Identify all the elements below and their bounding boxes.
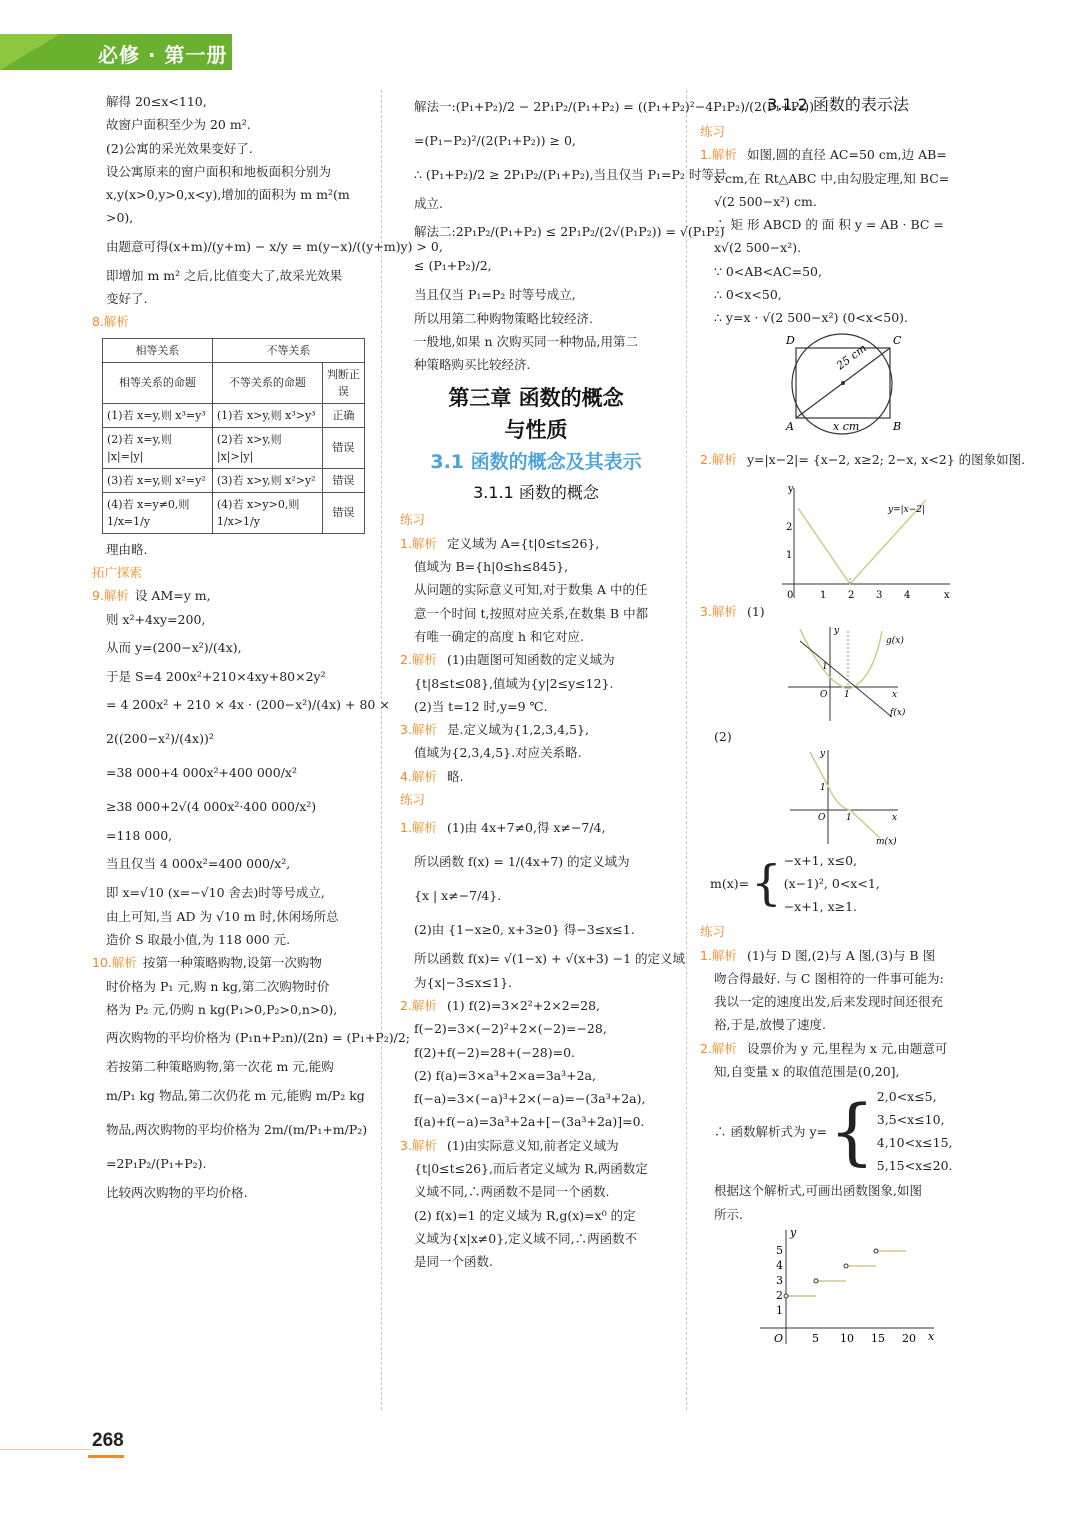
text-line: (1) f(2)=3×2²+2×2=28,: [446, 997, 601, 1013]
section-title: 3.1 函数的概念及其表示: [430, 451, 642, 474]
text-line: 即 x=√10 (x=−√10 舍去)时等号成立,: [106, 885, 325, 901]
y-tick-label: 2: [786, 521, 793, 533]
q10-label: 10.解析: [92, 955, 137, 971]
table-header: 不等关系: [212, 338, 364, 362]
brace-icon: {: [828, 1089, 875, 1174]
q9-label: 9.解析: [92, 588, 129, 604]
center-point: [841, 381, 845, 385]
text-line: 成立.: [414, 196, 443, 211]
tick-label: 1: [844, 689, 850, 700]
text-line: 设公寓原来的窗户面积和地板面积分别为: [106, 163, 332, 179]
text-line: 当且仅当 P₁=P₂ 时等号成立,: [414, 287, 576, 303]
text-line: 比较两次购物的平均价格.: [106, 1184, 248, 1200]
circle-rectangle-figure: [700, 330, 976, 440]
axis-label: y: [820, 749, 826, 760]
e2-label: 2.解析: [400, 997, 437, 1013]
column-divider: [381, 90, 382, 1410]
axis-label: y: [834, 625, 840, 636]
text-line: 为{x|−3≤x≤1}.: [414, 974, 513, 990]
text-line: ∴ 函数解析式为 y=: [714, 1123, 827, 1139]
x-tick-label: 15: [871, 1331, 885, 1345]
axis-label: y: [790, 1225, 797, 1239]
origin-label: O: [820, 689, 828, 700]
text-line: 两次购物的平均价格为 (P₁n+P₂n)/(2n) = (P₁+P₂)/2;: [106, 1030, 410, 1046]
p3-label: 3.解析: [400, 722, 437, 738]
table-cell: (2)若 x>y,则 |x|>|y|: [212, 427, 322, 468]
text-line: 意一个时间 t,按照对应关系,在数集 B 中都: [414, 605, 649, 621]
chapter-title: 与性质: [504, 418, 568, 443]
p2-label: 2.解析: [700, 451, 737, 467]
chapter-title: 第三章 函数的概念: [448, 386, 624, 411]
abs-value-graph: [700, 480, 976, 600]
page-number-underline: [88, 1455, 124, 1458]
text-line: 于是 S=4 200x²+210×4xy+80×2y²: [106, 668, 326, 684]
curve-label: f(x): [890, 707, 906, 718]
graph-title: y=|x−2|: [888, 504, 926, 515]
text-line: f(−a)=3×(−a)³+2×(−a)=−(3a³+2a),: [414, 1091, 646, 1107]
text-line: f(−2)=3×(−2)²+2×(−2)=−28,: [414, 1021, 607, 1037]
text-line: =118 000,: [106, 828, 173, 844]
header-banner: [0, 34, 232, 70]
text-line: {t|0≤t≤26},而后者定义域为 R,两函数定: [414, 1161, 648, 1177]
text-line: (1)由实际意义知,前者定义域为: [446, 1137, 619, 1153]
e3-label: 3.解析: [400, 1137, 437, 1153]
text-line: −x+1, x≤0,: [783, 852, 858, 868]
curve-label: g(x): [886, 635, 904, 646]
e1-label: 1.解析: [400, 820, 437, 836]
text-line: (2) f(a)=3×a³+2×a=3a³+2a,: [414, 1067, 596, 1083]
open-point: [844, 1264, 848, 1268]
p1-label: 1.解析: [700, 147, 737, 163]
section-label: 拓广探索: [92, 564, 143, 580]
text-line: x,y(x>0,y>0,x<y),增加的面积为 m m²(m: [106, 187, 350, 203]
m-curve: [810, 752, 880, 838]
text-line: 则 x²+4xy=200,: [106, 611, 206, 627]
text-line: 知,自变量 x 的取值范围是(0,20],: [714, 1064, 900, 1080]
text-line: 吻合得最好. 与 C 图相符的一件事可能为:: [714, 970, 944, 986]
table-cell: (1)若 x=y,则 x³=y³: [103, 403, 213, 427]
table-cell: (3)若 x=y,则 x²=y²: [103, 468, 213, 492]
axis-label: y: [788, 483, 794, 495]
brace-icon: {: [751, 855, 782, 912]
table-cell: (4)若 x>y>0,则 1/x>1/y: [212, 492, 322, 533]
text-line: 4,10<x≤15,: [876, 1135, 953, 1151]
text-line: 理由略.: [106, 541, 148, 557]
step-function-graph: [700, 1226, 976, 1346]
practice-label: 练习: [400, 512, 426, 528]
text-line: 当且仅当 4 000x²=400 000/x²,: [106, 856, 291, 872]
y-tick-label: 1: [786, 549, 793, 561]
text-line: 2,0<x≤5,: [876, 1089, 937, 1105]
text-line: 所以函数 f(x)= √(1−x) + √(x+3) −1 的定义域: [414, 951, 686, 967]
x-tick-label: 5: [812, 1331, 819, 1345]
g-curve: [800, 629, 882, 689]
text-line: x√(2 500−x²).: [714, 240, 802, 256]
curve-label: m(x): [876, 837, 897, 848]
text-line: 故窗户面积至少为 20 m².: [106, 117, 251, 133]
e2-label: 2.解析: [700, 1040, 737, 1056]
text-line: 若按第二种策略购物,第一次花 m 元,能购: [106, 1059, 334, 1075]
text-line: 时价格为 P₁ 元,购 n kg,第二次购物时价: [106, 978, 330, 994]
practice-label: 练习: [700, 124, 726, 139]
text-line: (2): [714, 728, 732, 744]
text-line: 值域为{2,3,4,5}.对应关系略.: [414, 745, 582, 761]
column-divider: [686, 90, 687, 1410]
open-point: [814, 1279, 818, 1283]
table-cell: (4)若 x=y≠0,则 1/x=1/y: [103, 492, 213, 533]
text-line: 所以用第二种购物策略比较经济.: [414, 310, 593, 326]
vertex-label: A: [786, 419, 794, 433]
text-line: f(a)+f(−a)=3a³+2a+[−(3a³+2a)]=0.: [414, 1114, 645, 1130]
text-line: =(P₁−P₂)²/(2(P₁+P₂)) ≥ 0,: [414, 133, 576, 148]
subsection-title: 3.1.1 函数的概念: [473, 483, 599, 503]
text-line: 从问题的实际意义可知,对于数集 A 中的任: [414, 582, 648, 598]
f-line: [800, 641, 892, 717]
page-number: 268: [92, 1430, 124, 1451]
text-line: 造价 S 取最小值,为 118 000 元.: [106, 932, 291, 948]
text-line: (1)由 4x+7≠0,得 x≠−7/4,: [446, 820, 606, 836]
table-cell: 正确: [322, 403, 364, 427]
text-line: 解得 20≤x<110,: [106, 94, 207, 109]
text-line: 如图,圆的直径 AC=50 cm,边 AB=: [746, 147, 947, 163]
text-line: =2P₁P₂/(P₁+P₂).: [106, 1155, 207, 1171]
text-line: 按第一种策略购物,设第一次购物: [142, 955, 322, 971]
e1-label: 1.解析: [700, 947, 737, 963]
column-right: [700, 90, 1026, 1346]
base-label: x cm: [833, 419, 860, 433]
origin-label: O: [774, 1331, 784, 1345]
text-line: ∴ y=x · √(2 500−x²) (0<x<50).: [714, 310, 909, 326]
text-line: 由题意可得(x+m)/(y+m) − x/y = m(y−x)/((y+m)y) > 0,: [106, 238, 443, 254]
x-tick-label: 20: [902, 1331, 916, 1345]
text-line: ≤ (P₁+P₂)/2,: [414, 258, 492, 274]
text-line: (1)与 D 图,(2)与 A 图,(3)与 B 图: [746, 947, 936, 963]
fg-graph: [700, 623, 976, 725]
text-line: ≥38 000+2√(4 000x²·400 000/x²): [106, 799, 317, 815]
text-line: 义域不同,∴两函数不是同一个函数.: [414, 1184, 610, 1200]
axis-label: x: [944, 589, 950, 601]
text-line: 物品,两次购物的平均价格为 2m/(m/P₁+m/P₂): [106, 1121, 368, 1137]
y-tick-label: 4: [776, 1258, 783, 1272]
table-header: 判断正误: [322, 362, 364, 403]
text-line: =38 000+4 000x²+400 000/x²: [106, 765, 297, 781]
text-line: 从而 y=(200−x²)/(4x),: [106, 639, 242, 655]
text-line: 是.定义域为{1,2,3,4,5},: [446, 722, 589, 738]
text-line: (1)由题图可知函数的定义域为: [446, 652, 615, 668]
q8-label: 8.解析: [92, 314, 129, 330]
text-line: 义域为{x|x≠0},定义域不同,∴两函数不: [414, 1230, 638, 1246]
x-tick-label: 10: [840, 1331, 854, 1345]
table-cell: 错误: [322, 492, 364, 533]
text-line: ∴ (P₁+P₂)/2 ≥ 2P₁P₂/(P₁+P₂),当且仅当 P₁=P₂ 时等号: [414, 167, 727, 182]
text-line: 解法一:(P₁+P₂)/2 − 2P₁P₂/(P₁+P₂) = ((P₁+P₂)²−4P₁P₂)/(2(P₁+P₂)): [414, 99, 814, 114]
text-line: y=|x−2|= {x−2, x≥2; 2−x, x<2} 的图象如图.: [746, 451, 1026, 467]
practice-label: 练习: [400, 792, 426, 808]
text-line: (2)由 {1−x≥0, x+3≥0} 得−3≤x≤1.: [414, 922, 635, 938]
text-line: √(2 500−x²) cm.: [714, 193, 817, 209]
text-line: 略.: [446, 768, 464, 784]
text-line: 设 AM=y m,: [134, 588, 211, 604]
tick-label: 1: [822, 661, 828, 672]
text-line: m/P₁ kg 物品,第二次仍花 m 元,能购 m/P₂ kg: [106, 1087, 365, 1103]
text-line: x cm,在 Rt△ABC 中,由勾股定理,知 BC=: [714, 170, 950, 186]
text-line: 3,5<x≤10,: [876, 1112, 945, 1128]
piecewise-y: [700, 1083, 976, 1179]
diagonal-label: 25 cm: [833, 341, 870, 373]
text-line: 2((200−x²)/(4x))²: [106, 731, 214, 747]
footer-line: [0, 1449, 92, 1450]
text-line: 根据这个解析式,可画出函数图象,如图: [714, 1183, 922, 1199]
open-point: [874, 1249, 878, 1253]
piecewise-m: [700, 846, 976, 920]
origin-label: O: [818, 813, 826, 824]
vertex-label: D: [786, 333, 795, 347]
comparison-table: [102, 338, 365, 534]
text-line: 裕,于是,放慢了速度.: [714, 1017, 826, 1033]
text-line: 一般地,如果 n 次购买同一种物品,用第二: [414, 333, 638, 349]
text-line: 有唯一确定的高度 h 和它对应.: [414, 628, 584, 644]
text-line: m(x)=: [710, 875, 750, 891]
text-line: 即增加 m m² 之后,比值变大了,故采光效果: [106, 267, 343, 283]
text-line: ∵ 0<AB<AC=50,: [714, 263, 822, 279]
header-title: 必修 · 第一册: [98, 43, 228, 67]
table-header: 相等关系: [103, 338, 213, 362]
text-line: {x | x≠−7/4}.: [414, 888, 502, 904]
text-line: ∴ 矩 形 ABCD 的 面 积 y = AB · BC =: [714, 217, 944, 233]
subsection-title: 3.1.2 函数的表示法: [767, 95, 909, 114]
text-line: (2)当 t=12 时,y=9 ℃.: [414, 698, 548, 714]
text-line: 设票价为 y 元,里程为 x 元,由题意可: [746, 1040, 948, 1056]
table-cell: (2)若 x=y,则 |x|=|y|: [103, 427, 213, 468]
axis-label: x: [928, 1329, 935, 1343]
text-line: >0),: [106, 210, 134, 226]
practice-label: 练习: [700, 924, 726, 940]
vertex-label: B: [893, 419, 902, 433]
text-line: 变好了.: [106, 291, 148, 307]
table-header: 相等关系的命题: [103, 362, 213, 403]
text-line: 值域为 B={h|0≤h≤845},: [414, 559, 569, 575]
text-line: 是同一个函数.: [414, 1254, 493, 1270]
y-tick-label: 1: [776, 1303, 783, 1317]
x-tick-label: 2: [848, 589, 855, 601]
text-line: 所示.: [714, 1206, 743, 1222]
text-line: 5,15<x≤20.: [876, 1158, 953, 1174]
table-header: 不等关系的命题: [212, 362, 322, 403]
text-line: 格为 P₂ 元,仍购 n kg(P₁>0,P₂>0,n>0),: [106, 1001, 338, 1017]
text-line: (2)公寓的采光效果变好了.: [106, 140, 253, 156]
x-tick-label: 4: [904, 589, 911, 601]
p1-label: 1.解析: [400, 535, 437, 551]
vertex-label: C: [893, 333, 902, 347]
m-graph: [700, 748, 976, 846]
text-line: f(2)+f(−2)=28+(−28)=0.: [414, 1044, 575, 1060]
axis-label: x: [892, 689, 898, 700]
tick-label: 1: [820, 783, 826, 794]
text-line: = 4 200x² + 210 × 4x · (200−x²)/(4x) + 80 ×: [106, 697, 390, 713]
x-tick-label: 1: [820, 589, 827, 601]
x-tick-label: 3: [876, 589, 883, 601]
y-tick-label: 3: [776, 1273, 783, 1287]
p3-label: 3.解析: [700, 603, 737, 619]
table-cell: (1)若 x>y,则 x³>y³: [212, 403, 322, 427]
text-line: 种策略购买比较经济.: [414, 357, 531, 373]
table-cell: 错误: [322, 468, 364, 492]
text-line: {t|8≤t≤08},值域为{y|2≤y≤12}.: [414, 675, 614, 691]
text-line: 我以一定的速度出发,后来发现时间还很充: [714, 994, 943, 1010]
p4-label: 4.解析: [400, 768, 437, 784]
text-line: −x+1, x≥1.: [783, 898, 858, 914]
y-tick-label: 5: [776, 1243, 783, 1257]
text-line: 所以函数 f(x) = 1/(4x+7) 的定义域为: [414, 854, 630, 870]
text-line: 解法二:2P₁P₂/(P₁+P₂) ≤ 2P₁P₂/(2√(P₁P₂)) = √(P₁P₂): [414, 224, 725, 240]
tick-label: 1: [846, 813, 852, 824]
table-cell: (3)若 x>y,则 x²>y²: [212, 468, 322, 492]
text-line: ∴ 0<x<50,: [714, 287, 782, 303]
p2-label: 2.解析: [400, 652, 437, 668]
y-tick-label: 2: [776, 1288, 783, 1302]
header-accent: [0, 34, 60, 70]
text-line: (1): [746, 603, 765, 619]
text-line: 由上可知,当 AD 为 √10 m 时,休闲场所总: [106, 908, 339, 924]
text-line: (x−1)², 0<x<1,: [783, 875, 880, 891]
text-line: (2) f(x)=1 的定义域为 R,g(x)=x⁰ 的定: [414, 1207, 636, 1223]
axis-label: x: [892, 813, 898, 824]
origin-label: 0: [787, 589, 794, 601]
text-line: 定义域为 A={t|0≤t≤26},: [446, 535, 600, 551]
table-cell: 错误: [322, 427, 364, 468]
